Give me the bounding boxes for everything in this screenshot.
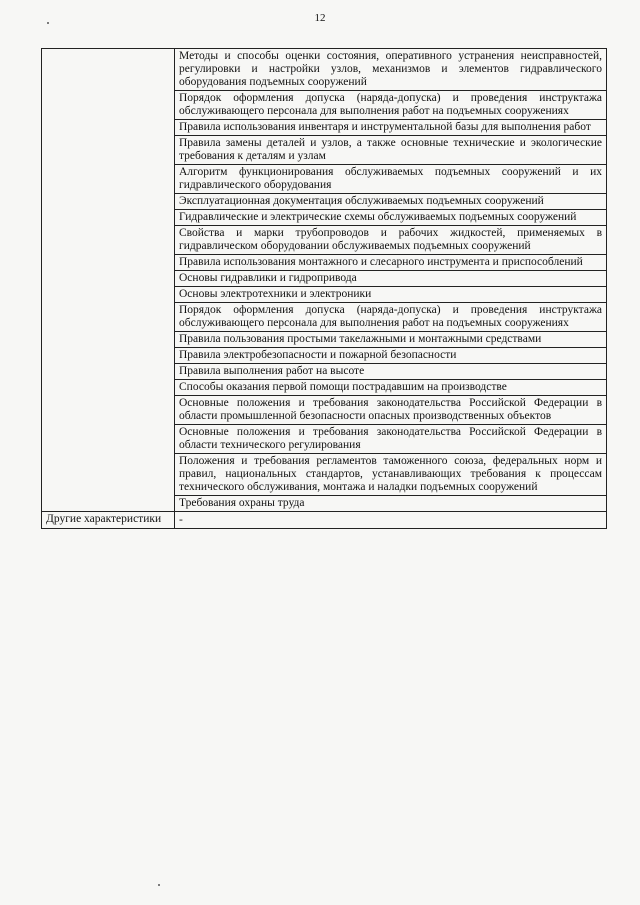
requirement-item: Свойства и марки трубопроводов и рабочих жидкостей, применяемых в гидравлическом оборудовании обслуживаемых подъемных сооружений xyxy=(175,226,607,255)
requirement-item: Основные положения и требования законодательства Российской Федерации в области технического регулирования xyxy=(175,425,607,454)
requirement-item: Правила пользования простыми такелажными и монтажными средствами xyxy=(175,332,607,348)
other-characteristics-label: Другие характеристики xyxy=(42,512,175,529)
requirement-item: Положения и требования регламентов таможенного союза, федеральных норм и правил, национальных стандартов, устанавливающих требования к процессам технического обслуживания, монтажа и наладки подъемных сооружений xyxy=(175,454,607,496)
requirement-item: Эксплуатационная документация обслуживаемых подъемных сооружений xyxy=(175,194,607,210)
requirement-item: Порядок оформления допуска (наряда-допуска) и проведения инструктажа обслуживающего персонала для выполнения работ на подъемных сооружениях xyxy=(175,303,607,332)
requirement-item: Способы оказания первой помощи пострадавшим на производстве xyxy=(175,380,607,396)
requirement-item: Основы электротехники и электроники xyxy=(175,287,607,303)
requirement-item: Методы и способы оценки состояния, оперативного устранения неисправностей, регулировки и настройки узлов, механизмов и элементов гидравлического оборудования подъемных сооружений xyxy=(175,49,607,91)
requirement-item: Требования охраны труда xyxy=(175,496,607,512)
requirement-item: Правила выполнения работ на высоте xyxy=(175,364,607,380)
requirement-item: Правила использования монтажного и слесарного инструмента и приспособлений xyxy=(175,255,607,271)
requirement-item: Правила замены деталей и узлов, а также основные технические и экологические требования к деталям и узлам xyxy=(175,136,607,165)
scan-speck xyxy=(47,22,49,24)
requirement-item: Алгоритм функционирования обслуживаемых подъемных сооружений и их гидравлического оборудования xyxy=(175,165,607,194)
row-label-empty xyxy=(42,49,175,512)
scan-speck xyxy=(158,884,160,886)
requirement-item: Порядок оформления допуска (наряда-допуска) и проведения инструктажа обслуживающего персонала для выполнения работ на подъемных сооружениях xyxy=(175,91,607,120)
requirement-item: Правила использования инвентаря и инструментальной базы для выполнения работ xyxy=(175,120,607,136)
requirement-item: Основные положения и требования законодательства Российской Федерации в области промышленной безопасности опасных производственных объектов xyxy=(175,396,607,425)
other-characteristics-value: - xyxy=(175,512,607,529)
requirement-item: Правила электробезопасности и пожарной безопасности xyxy=(175,348,607,364)
requirement-item: Основы гидравлики и гидропривода xyxy=(175,271,607,287)
table-row xyxy=(42,512,607,529)
page-number: 12 xyxy=(314,12,326,24)
table-row xyxy=(42,49,607,91)
requirement-item: Гидравлические и электрические схемы обслуживаемых подъемных сооружений xyxy=(175,210,607,226)
requirements-table xyxy=(41,48,607,529)
